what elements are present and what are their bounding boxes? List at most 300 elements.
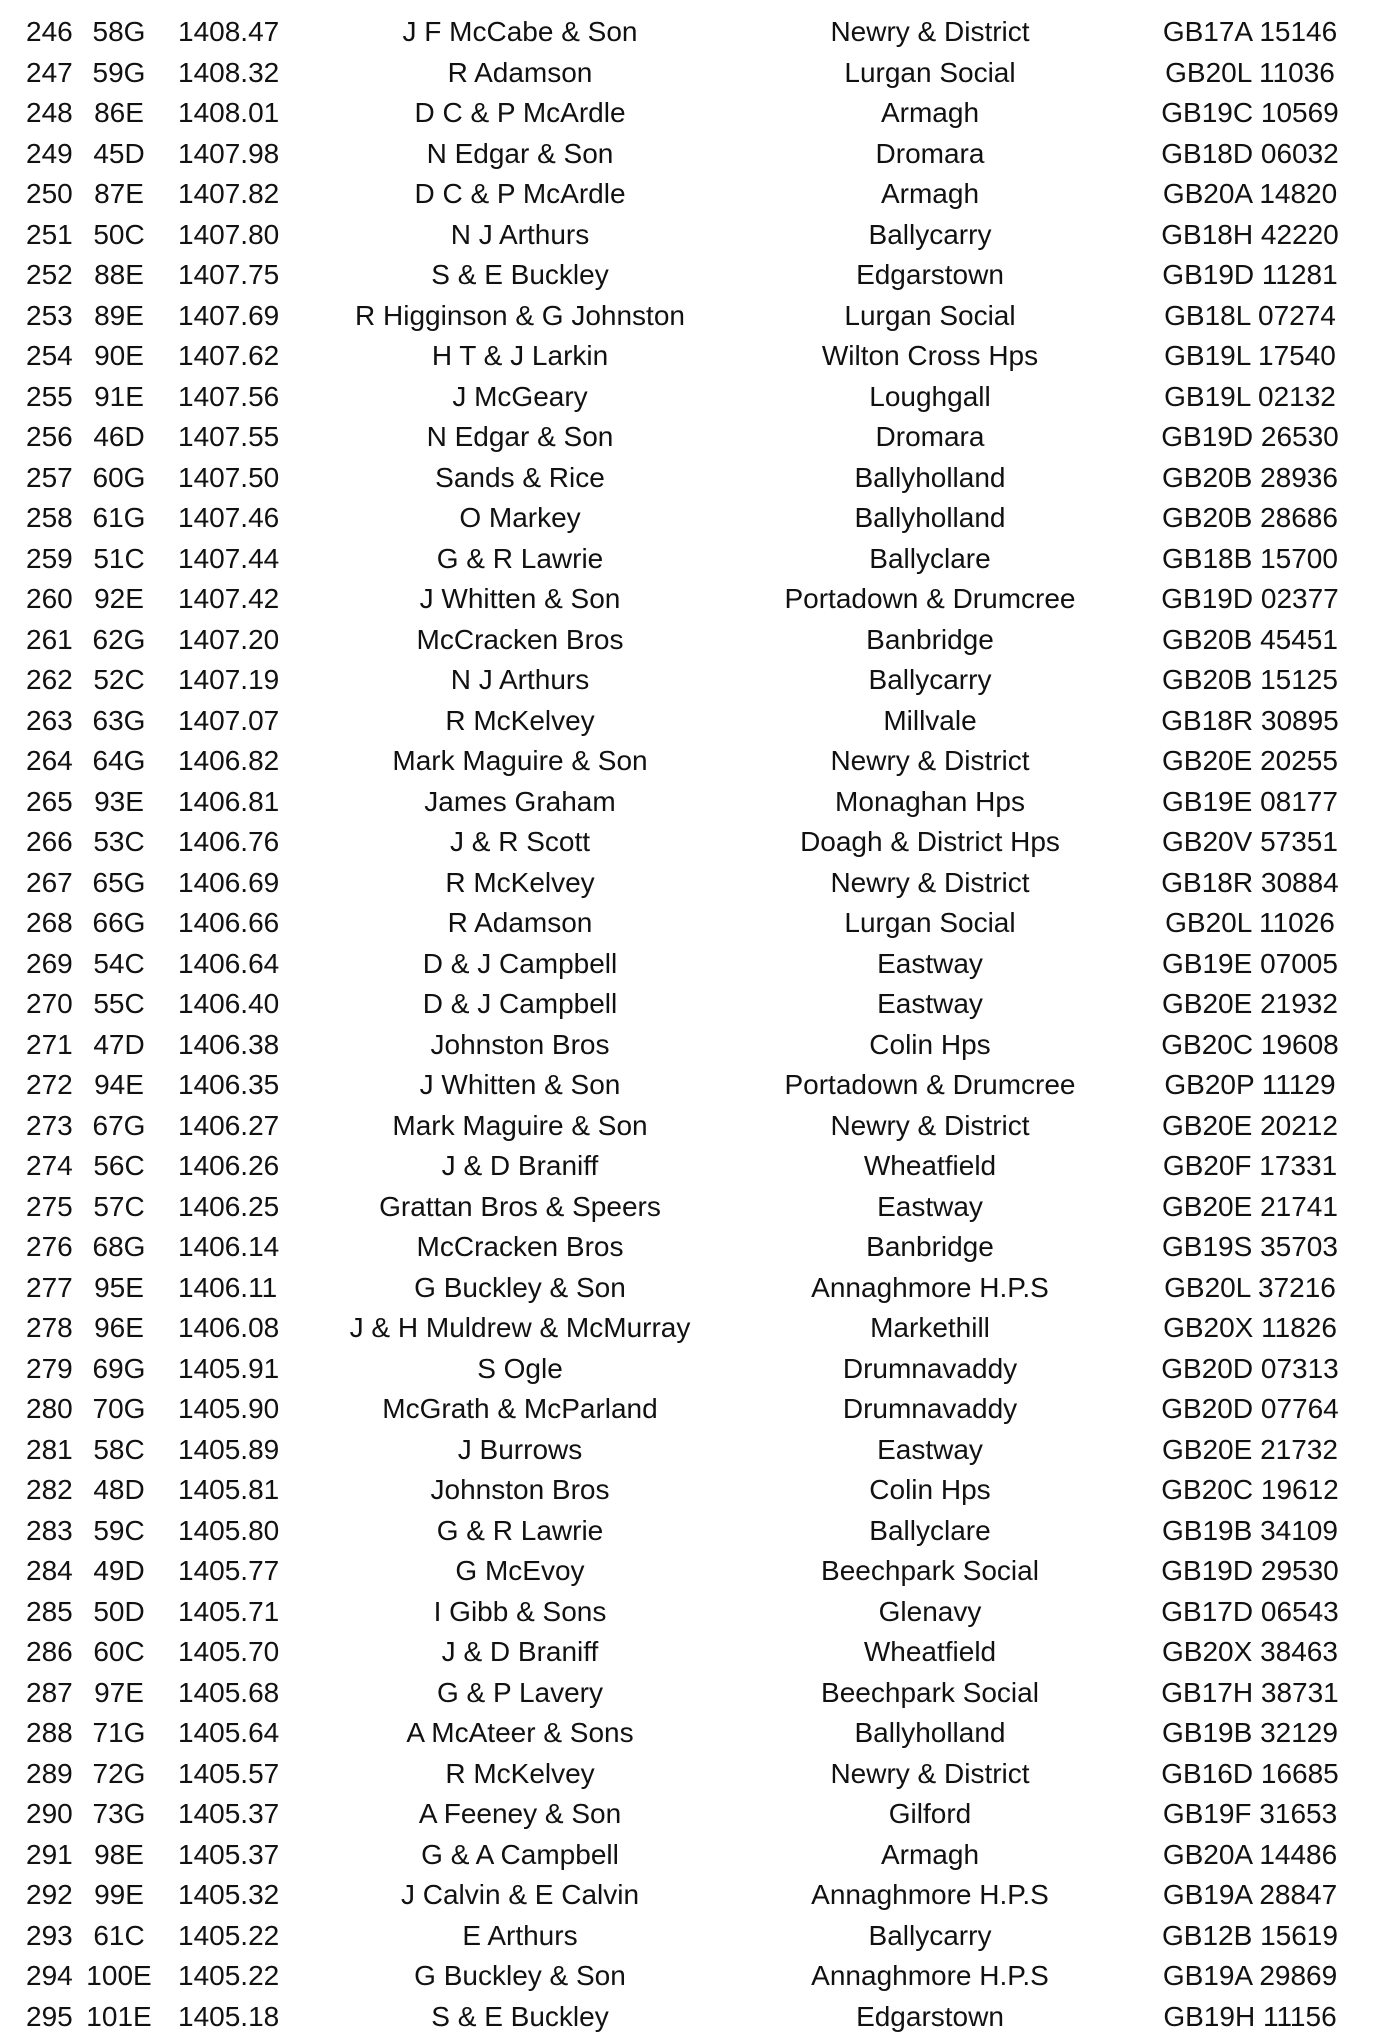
position-cell: 293 bbox=[26, 1916, 80, 1957]
velocity-cell: 1405.57 bbox=[178, 1754, 288, 1795]
section-code-cell: 49D bbox=[86, 1551, 152, 1592]
club-cell: Ballyclare bbox=[730, 1511, 1130, 1552]
table-row bbox=[0, 417, 1377, 458]
velocity-cell: 1406.25 bbox=[178, 1187, 288, 1228]
fancier-name-cell: J Calvin & E Calvin bbox=[330, 1875, 710, 1916]
velocity-cell: 1405.32 bbox=[178, 1875, 288, 1916]
velocity-cell: 1407.42 bbox=[178, 579, 288, 620]
section-code-cell: 47D bbox=[86, 1025, 152, 1066]
table-row bbox=[0, 1956, 1377, 1997]
club-cell: Armagh bbox=[730, 1835, 1130, 1876]
position-cell: 262 bbox=[26, 660, 80, 701]
velocity-cell: 1408.32 bbox=[178, 53, 288, 94]
fancier-name-cell: Sands & Rice bbox=[330, 458, 710, 499]
section-code-cell: 98E bbox=[86, 1835, 152, 1876]
table-row bbox=[0, 12, 1377, 53]
club-cell: Ballyclare bbox=[730, 539, 1130, 580]
table-row bbox=[0, 1916, 1377, 1957]
position-cell: 270 bbox=[26, 984, 80, 1025]
section-code-cell: 92E bbox=[86, 579, 152, 620]
club-cell: Wheatfield bbox=[730, 1146, 1130, 1187]
position-cell: 289 bbox=[26, 1754, 80, 1795]
fancier-name-cell: J & D Braniff bbox=[330, 1632, 710, 1673]
position-cell: 258 bbox=[26, 498, 80, 539]
section-code-cell: 93E bbox=[86, 782, 152, 823]
fancier-name-cell: N J Arthurs bbox=[330, 215, 710, 256]
table-row bbox=[0, 296, 1377, 337]
table-row bbox=[0, 1835, 1377, 1876]
fancier-name-cell: J & D Braniff bbox=[330, 1146, 710, 1187]
club-cell: Annaghmore H.P.S bbox=[730, 1875, 1130, 1916]
velocity-cell: 1405.77 bbox=[178, 1551, 288, 1592]
table-row bbox=[0, 579, 1377, 620]
club-cell: Ballycarry bbox=[730, 660, 1130, 701]
ring-number-cell: GB20X 11826 bbox=[1150, 1308, 1350, 1349]
club-cell: Colin Hps bbox=[730, 1470, 1130, 1511]
velocity-cell: 1407.75 bbox=[178, 255, 288, 296]
position-cell: 288 bbox=[26, 1713, 80, 1754]
club-cell: Annaghmore H.P.S bbox=[730, 1268, 1130, 1309]
position-cell: 257 bbox=[26, 458, 80, 499]
table-row bbox=[0, 944, 1377, 985]
fancier-name-cell: O Markey bbox=[330, 498, 710, 539]
velocity-cell: 1406.64 bbox=[178, 944, 288, 985]
section-code-cell: 60C bbox=[86, 1632, 152, 1673]
ring-number-cell: GB20F 17331 bbox=[1150, 1146, 1350, 1187]
club-cell: Newry & District bbox=[730, 741, 1130, 782]
fancier-name-cell: A McAteer & Sons bbox=[330, 1713, 710, 1754]
table-row bbox=[0, 1632, 1377, 1673]
position-cell: 261 bbox=[26, 620, 80, 661]
table-row bbox=[0, 1551, 1377, 1592]
position-cell: 271 bbox=[26, 1025, 80, 1066]
table-row bbox=[0, 1430, 1377, 1471]
position-cell: 263 bbox=[26, 701, 80, 742]
fancier-name-cell: Johnston Bros bbox=[330, 1025, 710, 1066]
position-cell: 282 bbox=[26, 1470, 80, 1511]
table-row bbox=[0, 701, 1377, 742]
velocity-cell: 1406.40 bbox=[178, 984, 288, 1025]
club-cell: Eastway bbox=[730, 944, 1130, 985]
club-cell: Newry & District bbox=[730, 1754, 1130, 1795]
table-row bbox=[0, 336, 1377, 377]
section-code-cell: 53C bbox=[86, 822, 152, 863]
section-code-cell: 57C bbox=[86, 1187, 152, 1228]
section-code-cell: 50C bbox=[86, 215, 152, 256]
position-cell: 280 bbox=[26, 1389, 80, 1430]
section-code-cell: 90E bbox=[86, 336, 152, 377]
ring-number-cell: GB20P 11129 bbox=[1150, 1065, 1350, 1106]
position-cell: 248 bbox=[26, 93, 80, 134]
table-row bbox=[0, 1754, 1377, 1795]
section-code-cell: 62G bbox=[86, 620, 152, 661]
fancier-name-cell: N J Arthurs bbox=[330, 660, 710, 701]
fancier-name-cell: G McEvoy bbox=[330, 1551, 710, 1592]
section-code-cell: 54C bbox=[86, 944, 152, 985]
fancier-name-cell: D & J Campbell bbox=[330, 984, 710, 1025]
table-row bbox=[0, 1997, 1377, 2037]
velocity-cell: 1405.22 bbox=[178, 1916, 288, 1957]
ring-number-cell: GB20V 57351 bbox=[1150, 822, 1350, 863]
ring-number-cell: GB19S 35703 bbox=[1150, 1227, 1350, 1268]
position-cell: 290 bbox=[26, 1794, 80, 1835]
ring-number-cell: GB20E 20212 bbox=[1150, 1106, 1350, 1147]
ring-number-cell: GB18L 07274 bbox=[1150, 296, 1350, 337]
position-cell: 249 bbox=[26, 134, 80, 175]
table-row bbox=[0, 1470, 1377, 1511]
ring-number-cell: GB19D 02377 bbox=[1150, 579, 1350, 620]
table-row bbox=[0, 1389, 1377, 1430]
ring-number-cell: GB19L 17540 bbox=[1150, 336, 1350, 377]
club-cell: Newry & District bbox=[730, 863, 1130, 904]
fancier-name-cell: D & J Campbell bbox=[330, 944, 710, 985]
fancier-name-cell: J Whitten & Son bbox=[330, 1065, 710, 1106]
fancier-name-cell: McCracken Bros bbox=[330, 1227, 710, 1268]
velocity-cell: 1406.26 bbox=[178, 1146, 288, 1187]
fancier-name-cell: James Graham bbox=[330, 782, 710, 823]
club-cell: Lurgan Social bbox=[730, 296, 1130, 337]
velocity-cell: 1405.91 bbox=[178, 1349, 288, 1390]
fancier-name-cell: E Arthurs bbox=[330, 1916, 710, 1957]
club-cell: Eastway bbox=[730, 984, 1130, 1025]
table-row bbox=[0, 134, 1377, 175]
velocity-cell: 1406.35 bbox=[178, 1065, 288, 1106]
ring-number-cell: GB20B 28936 bbox=[1150, 458, 1350, 499]
position-cell: 281 bbox=[26, 1430, 80, 1471]
velocity-cell: 1407.56 bbox=[178, 377, 288, 418]
position-cell: 259 bbox=[26, 539, 80, 580]
position-cell: 287 bbox=[26, 1673, 80, 1714]
club-cell: Annaghmore H.P.S bbox=[730, 1956, 1130, 1997]
velocity-cell: 1407.50 bbox=[178, 458, 288, 499]
section-code-cell: 61G bbox=[86, 498, 152, 539]
ring-number-cell: GB19A 29869 bbox=[1150, 1956, 1350, 1997]
position-cell: 279 bbox=[26, 1349, 80, 1390]
club-cell: Edgarstown bbox=[730, 255, 1130, 296]
table-row bbox=[0, 215, 1377, 256]
ring-number-cell: GB20E 21741 bbox=[1150, 1187, 1350, 1228]
section-code-cell: 68G bbox=[86, 1227, 152, 1268]
velocity-cell: 1408.47 bbox=[178, 12, 288, 53]
ring-number-cell: GB20A 14820 bbox=[1150, 174, 1350, 215]
table-row bbox=[0, 1794, 1377, 1835]
ring-number-cell: GB19C 10569 bbox=[1150, 93, 1350, 134]
fancier-name-cell: R McKelvey bbox=[330, 701, 710, 742]
ring-number-cell: GB19D 11281 bbox=[1150, 255, 1350, 296]
fancier-name-cell: S & E Buckley bbox=[330, 255, 710, 296]
section-code-cell: 70G bbox=[86, 1389, 152, 1430]
velocity-cell: 1408.01 bbox=[178, 93, 288, 134]
ring-number-cell: GB19D 29530 bbox=[1150, 1551, 1350, 1592]
club-cell: Drumnavaddy bbox=[730, 1349, 1130, 1390]
ring-number-cell: GB18R 30895 bbox=[1150, 701, 1350, 742]
club-cell: Beechpark Social bbox=[730, 1551, 1130, 1592]
velocity-cell: 1407.55 bbox=[178, 417, 288, 458]
fancier-name-cell: S Ogle bbox=[330, 1349, 710, 1390]
velocity-cell: 1406.66 bbox=[178, 903, 288, 944]
table-row bbox=[0, 93, 1377, 134]
table-row bbox=[0, 255, 1377, 296]
velocity-cell: 1406.76 bbox=[178, 822, 288, 863]
ring-number-cell: GB17D 06543 bbox=[1150, 1592, 1350, 1633]
position-cell: 291 bbox=[26, 1835, 80, 1876]
section-code-cell: 45D bbox=[86, 134, 152, 175]
ring-number-cell: GB20D 07313 bbox=[1150, 1349, 1350, 1390]
fancier-name-cell: G & R Lawrie bbox=[330, 539, 710, 580]
ring-number-cell: GB19H 11156 bbox=[1150, 1997, 1350, 2037]
table-row bbox=[0, 1025, 1377, 1066]
club-cell: Lurgan Social bbox=[730, 53, 1130, 94]
fancier-name-cell: Mark Maguire & Son bbox=[330, 741, 710, 782]
ring-number-cell: GB19D 26530 bbox=[1150, 417, 1350, 458]
velocity-cell: 1406.14 bbox=[178, 1227, 288, 1268]
velocity-cell: 1405.68 bbox=[178, 1673, 288, 1714]
club-cell: Beechpark Social bbox=[730, 1673, 1130, 1714]
section-code-cell: 97E bbox=[86, 1673, 152, 1714]
velocity-cell: 1405.90 bbox=[178, 1389, 288, 1430]
club-cell: Edgarstown bbox=[730, 1997, 1130, 2037]
position-cell: 284 bbox=[26, 1551, 80, 1592]
position-cell: 246 bbox=[26, 12, 80, 53]
table-row bbox=[0, 1065, 1377, 1106]
velocity-cell: 1405.71 bbox=[178, 1592, 288, 1633]
table-row bbox=[0, 1349, 1377, 1390]
velocity-cell: 1407.46 bbox=[178, 498, 288, 539]
position-cell: 273 bbox=[26, 1106, 80, 1147]
club-cell: Ballyholland bbox=[730, 458, 1130, 499]
position-cell: 269 bbox=[26, 944, 80, 985]
section-code-cell: 56C bbox=[86, 1146, 152, 1187]
table-row bbox=[0, 458, 1377, 499]
fancier-name-cell: H T & J Larkin bbox=[330, 336, 710, 377]
fancier-name-cell: N Edgar & Son bbox=[330, 417, 710, 458]
position-cell: 275 bbox=[26, 1187, 80, 1228]
fancier-name-cell: R Higginson & G Johnston bbox=[330, 296, 710, 337]
section-code-cell: 58C bbox=[86, 1430, 152, 1471]
section-code-cell: 72G bbox=[86, 1754, 152, 1795]
fancier-name-cell: G Buckley & Son bbox=[330, 1956, 710, 1997]
velocity-cell: 1407.80 bbox=[178, 215, 288, 256]
position-cell: 276 bbox=[26, 1227, 80, 1268]
club-cell: Gilford bbox=[730, 1794, 1130, 1835]
ring-number-cell: GB19B 32129 bbox=[1150, 1713, 1350, 1754]
section-code-cell: 91E bbox=[86, 377, 152, 418]
table-row bbox=[0, 1268, 1377, 1309]
position-cell: 251 bbox=[26, 215, 80, 256]
ring-number-cell: GB19L 02132 bbox=[1150, 377, 1350, 418]
club-cell: Newry & District bbox=[730, 1106, 1130, 1147]
fancier-name-cell: J F McCabe & Son bbox=[330, 12, 710, 53]
table-row bbox=[0, 660, 1377, 701]
position-cell: 255 bbox=[26, 377, 80, 418]
table-row bbox=[0, 1146, 1377, 1187]
fancier-name-cell: Grattan Bros & Speers bbox=[330, 1187, 710, 1228]
velocity-cell: 1405.64 bbox=[178, 1713, 288, 1754]
table-row bbox=[0, 741, 1377, 782]
position-cell: 278 bbox=[26, 1308, 80, 1349]
club-cell: Eastway bbox=[730, 1187, 1130, 1228]
section-code-cell: 51C bbox=[86, 539, 152, 580]
club-cell: Monaghan Hps bbox=[730, 782, 1130, 823]
fancier-name-cell: McCracken Bros bbox=[330, 620, 710, 661]
position-cell: 292 bbox=[26, 1875, 80, 1916]
club-cell: Portadown & Drumcree bbox=[730, 1065, 1130, 1106]
section-code-cell: 65G bbox=[86, 863, 152, 904]
position-cell: 277 bbox=[26, 1268, 80, 1309]
ring-number-cell: GB18R 30884 bbox=[1150, 863, 1350, 904]
velocity-cell: 1405.22 bbox=[178, 1956, 288, 1997]
section-code-cell: 88E bbox=[86, 255, 152, 296]
section-code-cell: 89E bbox=[86, 296, 152, 337]
section-code-cell: 46D bbox=[86, 417, 152, 458]
velocity-cell: 1407.07 bbox=[178, 701, 288, 742]
section-code-cell: 94E bbox=[86, 1065, 152, 1106]
club-cell: Millvale bbox=[730, 701, 1130, 742]
position-cell: 286 bbox=[26, 1632, 80, 1673]
ring-number-cell: GB20L 11036 bbox=[1150, 53, 1350, 94]
section-code-cell: 63G bbox=[86, 701, 152, 742]
table-row bbox=[0, 1187, 1377, 1228]
club-cell: Colin Hps bbox=[730, 1025, 1130, 1066]
club-cell: Lurgan Social bbox=[730, 903, 1130, 944]
club-cell: Loughgall bbox=[730, 377, 1130, 418]
ring-number-cell: GB20L 11026 bbox=[1150, 903, 1350, 944]
table-row bbox=[0, 1592, 1377, 1633]
club-cell: Wilton Cross Hps bbox=[730, 336, 1130, 377]
velocity-cell: 1407.69 bbox=[178, 296, 288, 337]
ring-number-cell: GB20B 45451 bbox=[1150, 620, 1350, 661]
ring-number-cell: GB18H 42220 bbox=[1150, 215, 1350, 256]
table-row bbox=[0, 1673, 1377, 1714]
table-row bbox=[0, 53, 1377, 94]
table-row bbox=[0, 539, 1377, 580]
fancier-name-cell: G & R Lawrie bbox=[330, 1511, 710, 1552]
ring-number-cell: GB20B 15125 bbox=[1150, 660, 1350, 701]
fancier-name-cell: D C & P McArdle bbox=[330, 174, 710, 215]
fancier-name-cell: S & E Buckley bbox=[330, 1997, 710, 2037]
section-code-cell: 52C bbox=[86, 660, 152, 701]
ring-number-cell: GB20L 37216 bbox=[1150, 1268, 1350, 1309]
fancier-name-cell: J Burrows bbox=[330, 1430, 710, 1471]
section-code-cell: 69G bbox=[86, 1349, 152, 1390]
ring-number-cell: GB20E 21932 bbox=[1150, 984, 1350, 1025]
ring-number-cell: GB20C 19612 bbox=[1150, 1470, 1350, 1511]
fancier-name-cell: J Whitten & Son bbox=[330, 579, 710, 620]
club-cell: Wheatfield bbox=[730, 1632, 1130, 1673]
velocity-cell: 1405.37 bbox=[178, 1835, 288, 1876]
position-cell: 272 bbox=[26, 1065, 80, 1106]
position-cell: 283 bbox=[26, 1511, 80, 1552]
club-cell: Drumnavaddy bbox=[730, 1389, 1130, 1430]
velocity-cell: 1407.44 bbox=[178, 539, 288, 580]
ring-number-cell: GB20D 07764 bbox=[1150, 1389, 1350, 1430]
fancier-name-cell: R Adamson bbox=[330, 903, 710, 944]
club-cell: Glenavy bbox=[730, 1592, 1130, 1633]
position-cell: 294 bbox=[26, 1956, 80, 1997]
section-code-cell: 61C bbox=[86, 1916, 152, 1957]
fancier-name-cell: R McKelvey bbox=[330, 863, 710, 904]
velocity-cell: 1405.37 bbox=[178, 1794, 288, 1835]
ring-number-cell: GB20C 19608 bbox=[1150, 1025, 1350, 1066]
section-code-cell: 58G bbox=[86, 12, 152, 53]
ring-number-cell: GB19E 07005 bbox=[1150, 944, 1350, 985]
ring-number-cell: GB19B 34109 bbox=[1150, 1511, 1350, 1552]
velocity-cell: 1407.62 bbox=[178, 336, 288, 377]
fancier-name-cell: Mark Maguire & Son bbox=[330, 1106, 710, 1147]
table-row bbox=[0, 1511, 1377, 1552]
velocity-cell: 1407.19 bbox=[178, 660, 288, 701]
velocity-cell: 1407.82 bbox=[178, 174, 288, 215]
section-code-cell: 59C bbox=[86, 1511, 152, 1552]
ring-number-cell: GB16D 16685 bbox=[1150, 1754, 1350, 1795]
fancier-name-cell: Johnston Bros bbox=[330, 1470, 710, 1511]
club-cell: Eastway bbox=[730, 1430, 1130, 1471]
ring-number-cell: GB20A 14486 bbox=[1150, 1835, 1350, 1876]
table-row bbox=[0, 1227, 1377, 1268]
table-row bbox=[0, 620, 1377, 661]
position-cell: 285 bbox=[26, 1592, 80, 1633]
fancier-name-cell: R McKelvey bbox=[330, 1754, 710, 1795]
fancier-name-cell: A Feeney & Son bbox=[330, 1794, 710, 1835]
club-cell: Armagh bbox=[730, 93, 1130, 134]
section-code-cell: 101E bbox=[86, 1997, 152, 2037]
ring-number-cell: GB20E 20255 bbox=[1150, 741, 1350, 782]
club-cell: Dromara bbox=[730, 134, 1130, 175]
section-code-cell: 71G bbox=[86, 1713, 152, 1754]
fancier-name-cell: G & A Campbell bbox=[330, 1835, 710, 1876]
fancier-name-cell: G & P Lavery bbox=[330, 1673, 710, 1714]
club-cell: Newry & District bbox=[730, 12, 1130, 53]
section-code-cell: 100E bbox=[86, 1956, 152, 1997]
ring-number-cell: GB19E 08177 bbox=[1150, 782, 1350, 823]
section-code-cell: 66G bbox=[86, 903, 152, 944]
ring-number-cell: GB17H 38731 bbox=[1150, 1673, 1350, 1714]
position-cell: 254 bbox=[26, 336, 80, 377]
velocity-cell: 1405.18 bbox=[178, 1997, 288, 2037]
velocity-cell: 1406.11 bbox=[178, 1268, 288, 1309]
fancier-name-cell: R Adamson bbox=[330, 53, 710, 94]
velocity-cell: 1405.89 bbox=[178, 1430, 288, 1471]
table-row bbox=[0, 1308, 1377, 1349]
section-code-cell: 67G bbox=[86, 1106, 152, 1147]
velocity-cell: 1406.08 bbox=[178, 1308, 288, 1349]
section-code-cell: 55C bbox=[86, 984, 152, 1025]
club-cell: Armagh bbox=[730, 174, 1130, 215]
club-cell: Dromara bbox=[730, 417, 1130, 458]
ring-number-cell: GB20B 28686 bbox=[1150, 498, 1350, 539]
fancier-name-cell: D C & P McArdle bbox=[330, 93, 710, 134]
club-cell: Markethill bbox=[730, 1308, 1130, 1349]
ring-number-cell: GB20E 21732 bbox=[1150, 1430, 1350, 1471]
table-row bbox=[0, 822, 1377, 863]
fancier-name-cell: J & R Scott bbox=[330, 822, 710, 863]
position-cell: 247 bbox=[26, 53, 80, 94]
table-row bbox=[0, 782, 1377, 823]
velocity-cell: 1406.38 bbox=[178, 1025, 288, 1066]
velocity-cell: 1406.27 bbox=[178, 1106, 288, 1147]
section-code-cell: 60G bbox=[86, 458, 152, 499]
table-row bbox=[0, 377, 1377, 418]
table-row bbox=[0, 1106, 1377, 1147]
velocity-cell: 1406.82 bbox=[178, 741, 288, 782]
ring-number-cell: GB18B 15700 bbox=[1150, 539, 1350, 580]
ring-number-cell: GB20X 38463 bbox=[1150, 1632, 1350, 1673]
ring-number-cell: GB19F 31653 bbox=[1150, 1794, 1350, 1835]
velocity-cell: 1406.81 bbox=[178, 782, 288, 823]
velocity-cell: 1405.80 bbox=[178, 1511, 288, 1552]
section-code-cell: 87E bbox=[86, 174, 152, 215]
club-cell: Ballycarry bbox=[730, 1916, 1130, 1957]
